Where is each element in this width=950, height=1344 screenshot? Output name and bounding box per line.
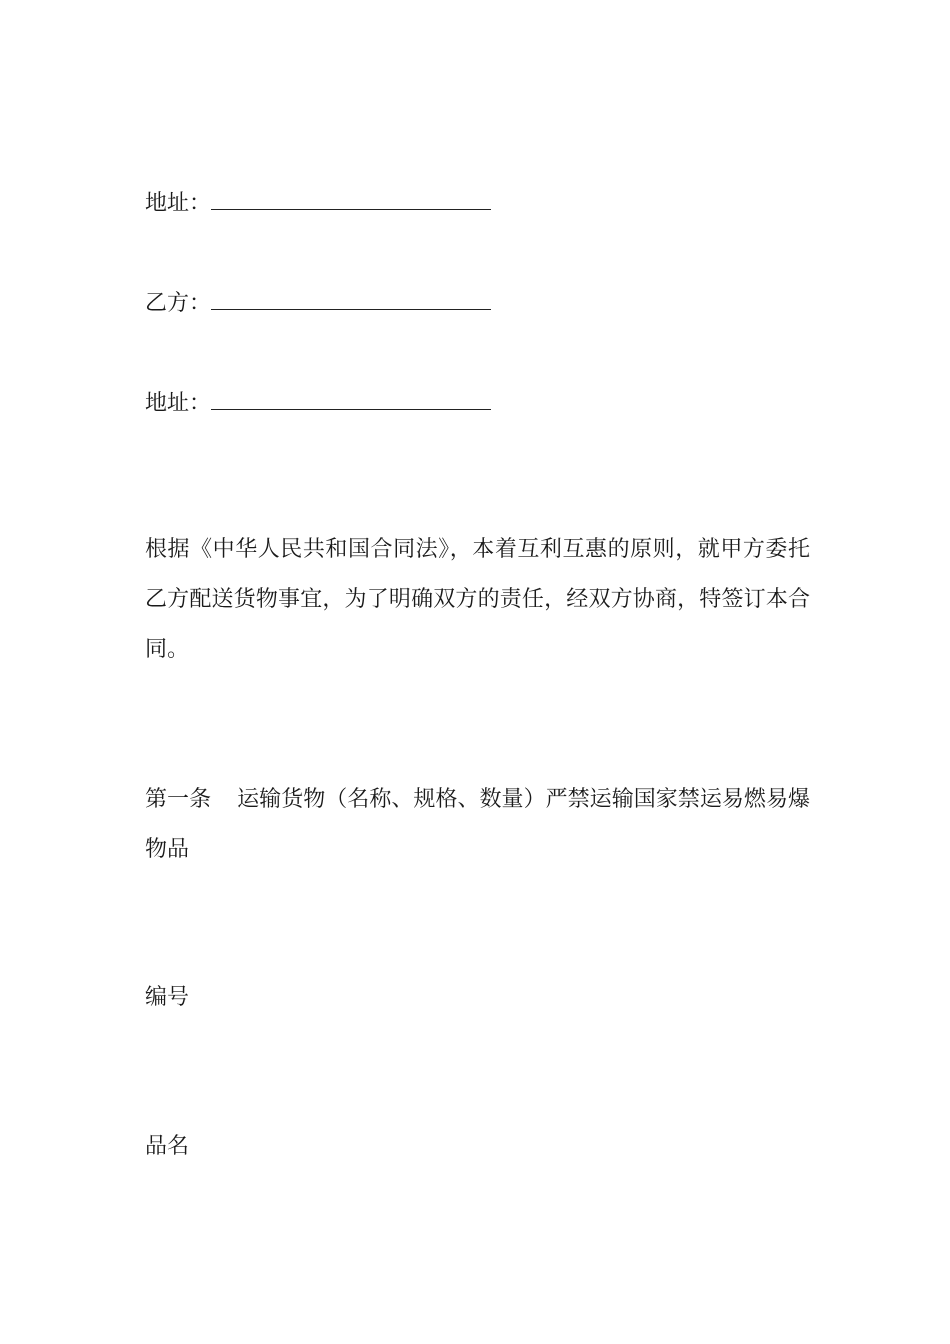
clause-1-number: 第一条 [145,787,212,812]
party-b-address-blank[interactable] [211,387,491,410]
party-a-address-row [145,187,491,219]
item-number-label: 编号 [145,985,190,1010]
party-a-address-blank[interactable] [211,187,491,210]
party-b-blank[interactable] [211,287,491,310]
party-b-address-row [145,387,491,419]
party-a-address-label: 地址： [145,191,212,216]
clause-1-text: 运输货物（名称、规格、数量）严禁运输国家禁运易燃易爆物品 [145,787,810,862]
item-product-name-label: 品名 [145,1134,190,1159]
party-b-label: 乙方： [145,291,212,316]
preamble-paragraph: 根据《中华人民共和国合同法》，本着互利互惠的原则，就甲方委托乙方配送货物事宜，为了明确双方的责任，经双方协商，特签订本合同。 [145,537,810,662]
party-b-row [145,287,491,319]
party-b-address-label: 地址： [145,391,212,416]
clause-1 [145,775,810,875]
